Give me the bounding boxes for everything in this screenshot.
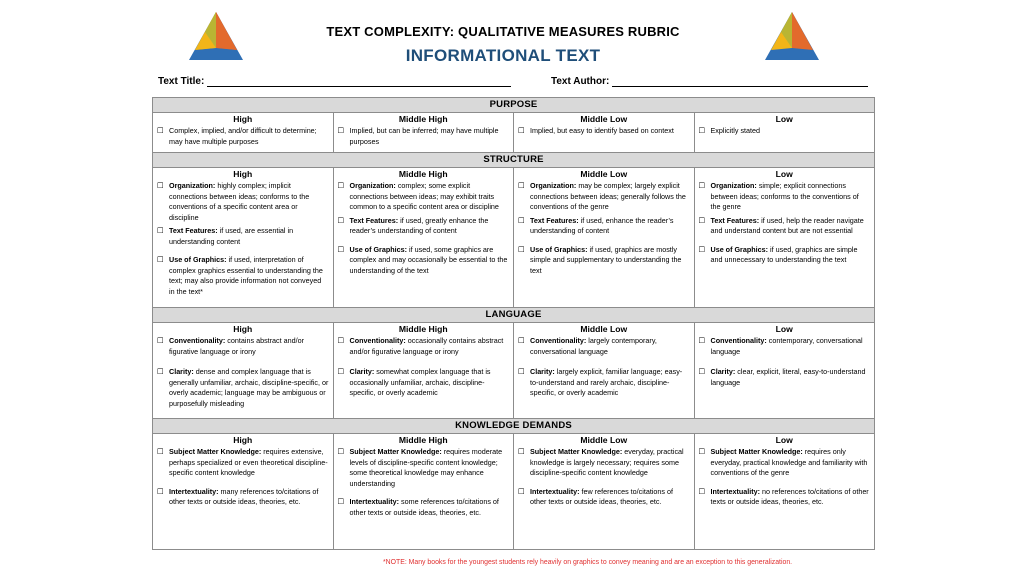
criterion-label: Text Features: [530, 215, 579, 225]
section-title: STRUCTURE [153, 153, 875, 168]
level-heading: Middle High [398, 114, 448, 124]
criterion-item [157, 181, 329, 223]
section-header-structure [153, 153, 875, 168]
level-heading: Low [775, 435, 793, 445]
criterion-item [518, 447, 690, 479]
criterion-text [530, 447, 690, 479]
section-row-language [153, 323, 875, 419]
criterion-item [338, 245, 510, 277]
criterion-text [350, 126, 510, 147]
criterion-item [518, 487, 690, 508]
criterion-description: largely contemporary, conversational language [530, 336, 657, 356]
checkbox-icon[interactable]: ☐ [337, 244, 345, 254]
criterion-label: Organization: [530, 181, 577, 190]
criterion-text [711, 245, 871, 266]
criterion-label: Conventionality: [530, 336, 587, 345]
criterion-text [711, 487, 871, 508]
criterion-description: largely explicit, familiar language; easy-to-understand and rarely archaic, discipline-specific, or overly academic [530, 367, 683, 397]
page-title: TEXT COMPLEXITY: QUALITATIVE MEASURES RUBRIC [326, 24, 680, 39]
checkbox-icon[interactable]: ☐ [337, 447, 345, 456]
rubric-cell [153, 323, 334, 419]
criterion-label: Organization: [169, 181, 216, 190]
rubric-table [152, 97, 875, 550]
criterion-label: Conventionality: [710, 336, 767, 345]
criterion-text [350, 447, 510, 489]
checkbox-icon[interactable]: ☐ [518, 126, 525, 135]
criterion-text [530, 367, 690, 399]
checkbox-icon[interactable]: ☐ [698, 181, 706, 190]
checkbox-icon[interactable]: ☐ [157, 367, 164, 376]
level-heading: Low [775, 114, 793, 124]
rubric-cell [333, 434, 514, 550]
criterion-description: if used, help the reader navigate and understand content but are not essential [710, 215, 864, 235]
criterion-item [338, 216, 510, 237]
criterion-text [530, 245, 690, 277]
checkbox-icon[interactable]: ☐ [518, 244, 525, 254]
criterion-label: Text Features: [169, 226, 218, 235]
level-heading: Middle High [398, 324, 448, 334]
criterion-text [169, 226, 329, 247]
criterion-label: Conventionality: [349, 336, 406, 345]
text-title-blank[interactable] [207, 77, 511, 87]
criterion-description: contemporary, conversational language [710, 336, 863, 356]
criterion-item [518, 367, 690, 399]
criterion-text [169, 447, 329, 479]
text-author-field[interactable] [551, 76, 868, 87]
criterion-item [518, 181, 690, 213]
checkbox-icon[interactable]: ☐ [157, 226, 164, 235]
rubric-cell [694, 168, 875, 308]
level-heading: Middle High [398, 169, 448, 179]
criterion-description: complex; some explicit connections between ideas; may exhibit traits common to a specific content area or discipline [349, 181, 499, 211]
criterion-text [350, 245, 510, 277]
text-author-blank[interactable] [612, 77, 868, 87]
criterion-description: clear, explicit, literal, easy-to-understand language [710, 367, 866, 387]
section-row-structure [153, 168, 875, 308]
level-heading: High [233, 114, 253, 124]
criterion-item [338, 126, 510, 147]
criterion-label: Intertextuality: [169, 486, 219, 496]
section-row-knowledge [153, 434, 875, 550]
criterion-item [699, 245, 871, 266]
checkbox-icon[interactable]: ☐ [698, 367, 706, 376]
criterion-item [157, 336, 329, 357]
criterion-item [518, 126, 690, 137]
checkbox-icon[interactable]: ☐ [698, 244, 706, 254]
criterion-description: Implied, but easy to identify based on context [530, 126, 674, 135]
criterion-description: everyday, practical knowledge is largely necessary; requires some discipline-specific content knowledge [530, 447, 684, 477]
criterion-description: if used, graphics are mostly simple and supplementary to understanding the text [530, 244, 682, 275]
section-title: PURPOSE [153, 98, 875, 113]
criterion-item [338, 336, 510, 357]
criterion-description: requires extensive, perhaps specialized or even theoretical discipline-specific content knowledge [169, 447, 328, 477]
level-heading: Middle Low [580, 169, 628, 179]
criterion-label: Subject Matter Knowledge: [710, 447, 803, 456]
criterion-description: many references to/citations of other texts or outside ideas, theories, etc. [169, 486, 319, 506]
criterion-description: requires only everyday, practical knowledge and familiarity with conventions of the genre [710, 447, 868, 477]
criterion-description: highly complex; implicit connections between ideas; conforms to the conventions of a specific content area or discipline [169, 181, 310, 222]
checkbox-icon[interactable]: ☐ [698, 215, 706, 225]
criterion-description: may be complex; largely explicit connections between ideas; generally follows the conventions of the genre [530, 181, 686, 211]
criterion-description: Explicitly stated [710, 126, 761, 135]
criterion-text [530, 216, 690, 237]
level-heading: Middle Low [580, 324, 628, 334]
checkbox-icon[interactable]: ☐ [518, 215, 525, 225]
text-title-label: Text Title: [158, 76, 205, 87]
rubric-cell [153, 113, 334, 153]
checkbox-icon[interactable]: ☐ [157, 447, 164, 456]
level-heading: Middle High [398, 435, 448, 445]
text-author-label: Text Author: [551, 76, 610, 87]
criterion-item [157, 126, 329, 147]
criterion-description: Implied, but can be inferred; may have multiple purposes [349, 126, 499, 146]
criterion-description: if used, some graphics are complex and may occasionally be essential to the understanding of the text [349, 244, 508, 275]
criterion-item [338, 447, 510, 489]
criterion-text [350, 216, 510, 237]
criterion-item [699, 487, 871, 508]
criterion-item [338, 181, 510, 213]
criterion-description: if used, are essential in understanding content [169, 226, 294, 246]
criterion-item [699, 447, 871, 479]
criterion-text [169, 487, 329, 508]
level-heading: High [233, 435, 253, 445]
criterion-description: somewhat complex language that is occasionally unfamiliar, archaic, discipline-specific, or overly academic [349, 367, 491, 397]
level-heading: Low [775, 324, 793, 334]
criterion-label: Use of Graphics: [169, 255, 227, 264]
criterion-item [157, 487, 329, 508]
criterion-text [530, 126, 674, 137]
criterion-text [169, 181, 329, 223]
checkbox-icon[interactable]: ☐ [518, 181, 525, 190]
level-heading: High [233, 324, 253, 334]
criterion-text [350, 367, 510, 399]
criterion-label: Use of Graphics: [530, 244, 588, 254]
section-header-purpose [153, 98, 875, 113]
criterion-description: Complex, implied, and/or difficult to determine; may have multiple purposes [169, 126, 317, 146]
criterion-text [530, 336, 690, 357]
criterion-description: if used, interpretation of complex graphics essential to understanding the text; may also provide information not conveyed in the text* [169, 255, 323, 296]
checkbox-icon[interactable]: ☐ [337, 126, 345, 135]
section-title: KNOWLEDGE DEMANDS [153, 419, 875, 434]
criterion-text [530, 181, 690, 213]
criterion-label: Use of Graphics: [349, 244, 408, 254]
criterion-description: if used, enhance the reader’s understanding of content [530, 215, 674, 235]
rubric-cell [153, 168, 334, 308]
checkbox-icon[interactable]: ☐ [518, 367, 525, 376]
checkbox-icon[interactable]: ☐ [337, 336, 345, 345]
checkbox-icon[interactable]: ☐ [518, 486, 525, 496]
criterion-label: Clarity: [710, 367, 736, 376]
criterion-item [518, 245, 690, 277]
level-heading: Middle Low [580, 114, 628, 124]
criterion-text [711, 126, 761, 137]
checkbox-icon[interactable]: ☐ [337, 497, 345, 506]
criterion-item [338, 367, 510, 399]
rubric-cell [333, 168, 514, 308]
criterion-text [711, 336, 871, 357]
criterion-text [530, 487, 690, 508]
criterion-item [518, 336, 690, 357]
rubric-cell [333, 113, 514, 153]
criterion-item [157, 255, 329, 297]
criterion-label: Organization: [710, 181, 757, 190]
criterion-item [157, 447, 329, 479]
criterion-label: Clarity: [349, 367, 375, 376]
criterion-item [338, 497, 510, 518]
criterion-label: Clarity: [169, 367, 194, 376]
criterion-text [169, 255, 329, 297]
section-header-knowledge [153, 419, 875, 434]
criterion-description: occasionally contains abstract and/or figurative language or irony [349, 336, 504, 356]
criterion-description: contains abstract and/or figurative language or irony [169, 336, 305, 356]
criterion-text [169, 126, 329, 147]
checkbox-icon[interactable]: ☐ [698, 336, 706, 345]
rubric-cell [694, 113, 875, 153]
page-subtitle: INFORMATIONAL TEXT [405, 46, 601, 65]
checkbox-icon[interactable]: ☐ [337, 367, 345, 376]
criterion-description: no references to/citations of other texts or outside ideas, theories, etc. [710, 486, 869, 506]
checkbox-icon[interactable]: ☐ [698, 486, 706, 496]
criterion-label: Conventionality: [169, 336, 226, 345]
section-header-language [153, 308, 875, 323]
section-title: LANGUAGE [153, 308, 875, 323]
criterion-label: Intertextuality: [710, 486, 761, 496]
rubric-cell [333, 323, 514, 419]
criterion-item [699, 367, 871, 388]
criterion-text [711, 216, 871, 237]
criterion-label: Subject Matter Knowledge: [530, 447, 623, 456]
rubric-cell [694, 434, 875, 550]
rubric-cell [514, 168, 695, 308]
criterion-item [699, 336, 871, 357]
criterion-description: if used, graphics are simple and unnecessary to understanding the text [710, 244, 858, 264]
criterion-label: Subject Matter Knowledge: [349, 447, 442, 456]
checkbox-icon[interactable]: ☐ [698, 126, 706, 135]
criterion-item [157, 367, 329, 409]
text-title-field[interactable] [158, 76, 511, 87]
criterion-item [699, 181, 871, 213]
criterion-label: Intertextuality: [349, 497, 400, 506]
checkbox-icon[interactable]: ☐ [157, 255, 164, 264]
criterion-text [350, 497, 510, 518]
checkbox-icon[interactable]: ☐ [518, 447, 525, 456]
checkbox-icon[interactable]: ☐ [157, 486, 164, 496]
level-heading: Low [775, 169, 793, 179]
criterion-label: Text Features: [349, 215, 399, 225]
rubric-cell [514, 113, 695, 153]
criterion-text [711, 181, 871, 213]
rubric-cell [153, 434, 334, 550]
section-row-purpose [153, 113, 875, 153]
criterion-label: Organization: [349, 181, 396, 190]
criterion-item [699, 216, 871, 237]
checkbox-icon[interactable]: ☐ [337, 215, 345, 225]
criterion-label: Text Features: [710, 215, 760, 225]
rubric-cell [694, 323, 875, 419]
checkbox-icon[interactable]: ☐ [157, 126, 164, 135]
criterion-description: dense and complex language that is generally unfamiliar, archaic, discipline-specific, or overly academic; language may be ambiguous or purposefully misleading [169, 367, 329, 408]
rubric-cell [514, 323, 695, 419]
criterion-text [711, 367, 871, 388]
checkbox-icon[interactable]: ☐ [157, 181, 164, 190]
footnote: *NOTE: Many books for the youngest students rely heavily on graphics to convey meaning and are an exception to this generalization. [383, 559, 793, 566]
criterion-label: Subject Matter Knowledge: [169, 447, 262, 456]
level-heading: High [233, 169, 253, 179]
checkbox-icon[interactable]: ☐ [518, 336, 525, 345]
criterion-item [157, 226, 329, 247]
checkbox-icon[interactable]: ☐ [337, 181, 345, 190]
level-heading: Middle Low [580, 435, 628, 445]
checkbox-icon[interactable]: ☐ [698, 447, 706, 456]
criterion-label: Clarity: [530, 367, 555, 376]
criterion-item [699, 126, 871, 137]
checkbox-icon[interactable]: ☐ [157, 336, 164, 345]
criterion-label: Intertextuality: [530, 486, 580, 496]
criterion-label: Use of Graphics: [710, 244, 769, 254]
criterion-description: some references to/citations of other texts or outside ideas, theories, etc. [349, 497, 499, 517]
criterion-description: simple; explicit connections between ideas; conforms to the conventions of the genre [710, 181, 859, 211]
criterion-description: requires moderate levels of discipline-specific content knowledge; some theoretical knowledge may enhance understanding [349, 447, 503, 488]
criterion-item [518, 216, 690, 237]
criterion-description: few references to/citations of other texts or outside ideas, theories, etc. [530, 486, 674, 506]
criterion-text [711, 447, 871, 479]
criterion-text [169, 336, 329, 357]
criterion-text [350, 181, 510, 213]
criterion-description: if used, greatly enhance the reader’s understanding of content [349, 215, 489, 235]
criterion-text [169, 367, 329, 409]
criterion-text [350, 336, 510, 357]
rubric-cell [514, 434, 695, 550]
